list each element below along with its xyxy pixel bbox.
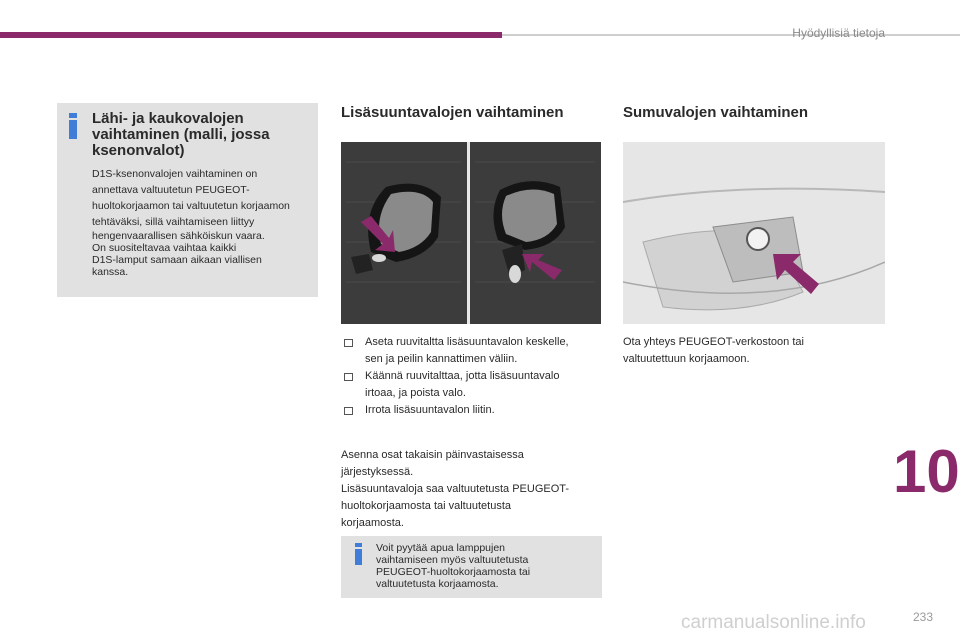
fog-light-instructions: Ota yhteys PEUGEOT-verkostoon tai valtuutettuun korjaamoon.: [623, 336, 804, 365]
mirror-photo-2: [470, 142, 601, 324]
chapter-number: 10: [893, 438, 960, 505]
additional-indicator-title: Lisäsuuntavalojen vaihtaminen: [341, 104, 564, 121]
help-info-box: [341, 536, 602, 598]
info-box-body: D1S-ksenonvalojen vaihtaminen on annettava valtuutetun PEUGEOT- huoltokorjaamon tai valtuutetun korjaamon tehtäväksi, sillä vaihtamiseen liittyy hengenvaarallisen sähköiskun vaara. On suositeltavaa vaihtaa kaikki D1S-lamput samaan aikaan viallisen kanssa.: [92, 168, 290, 278]
header-accent-bar: [0, 32, 502, 38]
reassembly-paragraph: Asenna osat takaisin päinvastaisessa järjestyksessä. Lisäsuuntavaloja saa valtuutetusta PEUGEOT- huoltokorjaamosta tai valtuutetusta korjaamosta.: [341, 449, 570, 529]
xenon-info-box: [57, 103, 318, 297]
header-rule: [502, 34, 960, 36]
checkbox-bullet-icon: [344, 339, 353, 347]
list-item: Aseta ruuvitaltta lisäsuuntavalon keskelle, sen ja peilin kannattimen väliin.: [342, 334, 602, 368]
list-item: Käännä ruuvitalttaa, jotta lisäsuuntavalo irtoaa, ja poista valo.: [342, 368, 602, 402]
section-header-title: Hyödyllisiä tietoja: [792, 26, 885, 40]
info-icon: [68, 113, 78, 139]
checkbox-bullet-icon: [344, 373, 353, 381]
help-info-text: Voit pyytää apua lamppujen vaihtamiseen myös valtuutetusta PEUGEOT-huoltokorjaamosta tai valtuutetusta korjaamosta.: [376, 542, 531, 590]
fog-light-title: Sumuvalojen vaihtaminen: [623, 104, 809, 121]
instruction-list: [342, 334, 602, 419]
info-icon: [355, 543, 363, 565]
page-number: 233: [913, 610, 934, 624]
info-box-title: Lähi- ja kaukovalojen vaihtaminen (malli, jossa ksenonvalot): [92, 110, 270, 159]
watermark: carmanualsonline.info: [681, 612, 866, 633]
list-item: Irrota lisäsuuntavalon liitin.: [342, 402, 602, 419]
fog-light-photo: [623, 142, 885, 324]
checkbox-bullet-icon: [344, 407, 353, 415]
mirror-photo-1: [341, 142, 467, 324]
